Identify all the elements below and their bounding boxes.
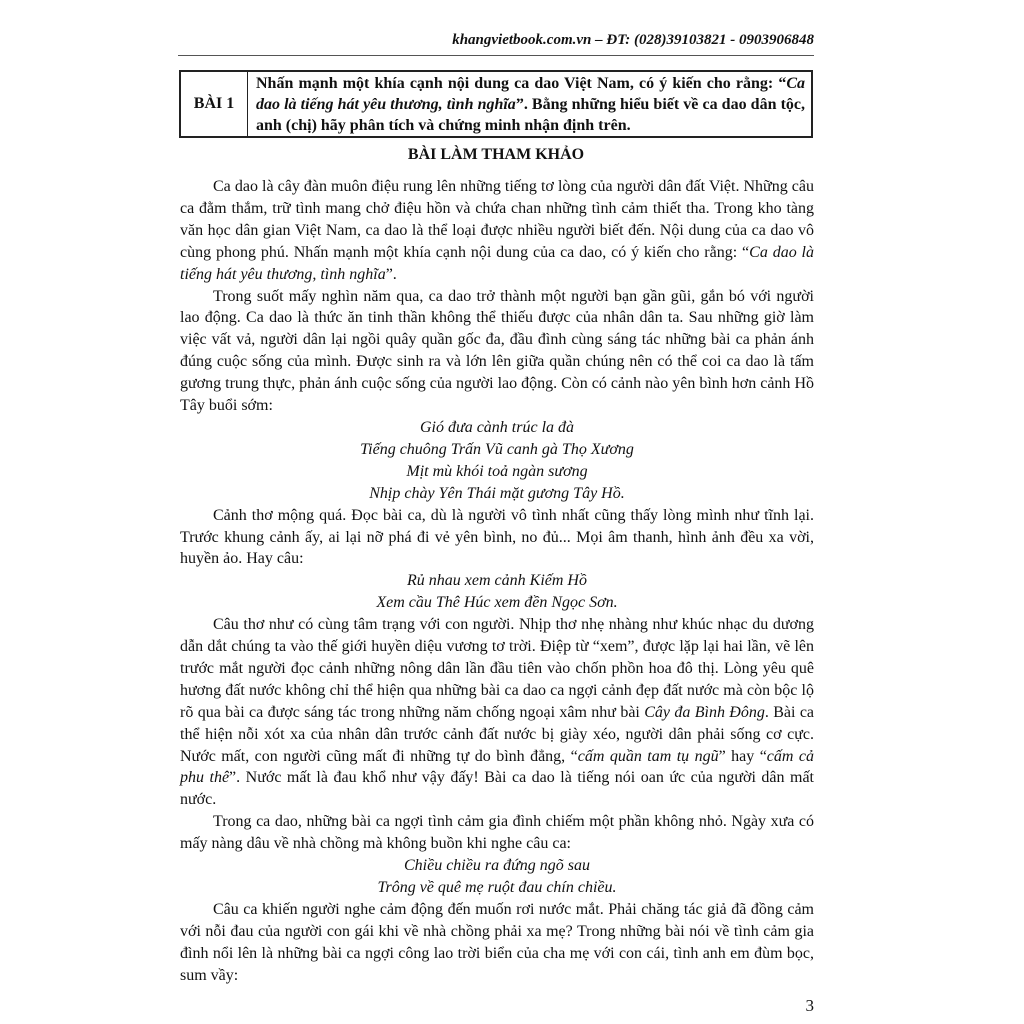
header-divider (178, 55, 814, 56)
verse-line: Trông về quê mẹ ruột đau chín chiều. (377, 879, 617, 896)
paragraph-5: Trong ca dao, những bài ca ngợi tình cảm gia đình chiếm một phần không nhỏ. Ngày xưa có mấy nàng dâu về nhà chồng mà không buồn khi nghe câu ca: (180, 813, 814, 853)
verse-line: Mịt mù khói toả ngàn sương (406, 462, 588, 480)
paragraph-6: Câu ca khiến người nghe cảm động đến muốn rơi nước mắt. Phải chăng tác giả đã đồng cảm với nỗi đau của người con gái khi về nhà chồng phải xa mẹ? Trong những bài nói về tình cảm gia đình nổi lên là những bài ca ngợi công lao trời biển của cha mẹ với con cái, tình anh em đùm bọc, sum vầy: (180, 900, 814, 984)
paragraph-4-quote-2: cấm cả phu thê (180, 747, 814, 787)
task-label: BÀI 1 (181, 72, 248, 136)
paragraph-4-end: ”. Nước mất là đau khổ như vậy đấy! Bài ca dao là tiếng nói oan ức của người dân mất nước. (180, 769, 814, 809)
task-prompt (248, 72, 811, 136)
page-number: 3 (805, 996, 814, 1015)
verse-line: Nhịp chày Yên Thái mặt gương Tây Hồ. (369, 484, 625, 502)
paragraph-1-quote: Ca dao là tiếng hát yêu thương, tình nghĩa (180, 243, 814, 283)
verse-line: Gió đưa cành trúc la đà (419, 418, 575, 436)
paragraph-1-text: Ca dao là cây đàn muôn điệu rung lên những tiếng tơ lòng của người dân đất Việt. Những câu ca đằm thắm, trữ tình mang chở điệu hồn và chứa chan những tình cảm thiết tha. Trong kho tàng văn học dân gian Việt Nam, ca dao là thể loại được nhiều người biết đến. Nội dung của ca dao vô cùng phong phú. Nhấn mạnh một khía cạnh nội dung của ca dao, có ý kiến cho rằng: “ (180, 178, 814, 261)
essay-title: BÀI LÀM THAM KHẢO (407, 146, 585, 163)
task-text-end: ”. Bằng những hiểu biết về ca dao dân tộc, anh (chị) hãy phân tích và chứng minh nhận định trên. (256, 96, 806, 134)
task-text-start: Nhấn mạnh một khía cạnh nội dung ca dao Việt Nam, có ý kiến cho rằng: “ (256, 75, 787, 92)
essay-body (180, 176, 814, 987)
task-quote: Ca dao là tiếng hát yêu thương, tình nghĩa (256, 75, 805, 113)
verse-line: Chiều chiều ra đứng ngõ sau (403, 857, 591, 875)
verse-line: Xem cầu Thê Húc xem đền Ngọc Sơn. (376, 594, 618, 612)
verse-line: Tiếng chuông Trấn Vũ canh gà Thọ Xương (360, 440, 634, 458)
verse-line: Rủ nhau xem cảnh Kiếm Hồ (407, 572, 587, 590)
paragraph-3: Cảnh thơ mộng quá. Đọc bài ca, dù là người vô tình nhất cũng thấy lòng mình như tĩnh lại. Trước khung cảnh ấy, ai lại nỡ phá đi vẻ yên bình, no đủ... Mọi âm thanh, hình ảnh đều xa vời, huyền ảo. Hay câu: (180, 506, 814, 568)
page-header: khangvietbook.com.vn – ĐT: (028)39103821 - 0903906848 (452, 32, 814, 48)
paragraph-4-text-3: ” hay “ (718, 747, 767, 765)
paragraph-1-end: ”. (385, 265, 397, 283)
paragraph-1 (180, 176, 814, 286)
paragraph-4-text-2: . Bài ca thể hiện nỗi xót xa của nhân dân trước cảnh đất nước bị giày xéo, người dân phải sống cơ cực. Nước mất, con người cũng mất đi những tự do bình đẳng, “ (180, 703, 815, 765)
paragraph-4-quote-1: cấm quần tam tụ ngũ (577, 747, 719, 765)
poem-title: Cây đa Bình Đông (644, 703, 765, 721)
paragraph-2: Trong suốt mấy nghìn năm qua, ca dao trở thành một người bạn gần gũi, gắn bó với người lao động. Ca dao là thức ăn tinh thần không thể thiếu được của nhân dân ta. Sau những giờ làm việc vất vả, người dân lại ngồi quây quần gốc đa, đầu đình cùng sáng tác những bài ca phản ánh đúng cuộc sống của mình. Được sinh ra và lớn lên giữa quần chúng nên có thể coi ca dao là tấm gương trung thực, phản ánh cuộc sống của người lao động. Còn có cảnh nào yên bình hơn cảnh Hồ Tây buổi sớm: (180, 287, 814, 415)
task-box (179, 70, 813, 138)
paragraph-4-text: Câu thơ như có cùng tâm trạng với con người. Nhịp thơ nhẹ nhàng như khúc nhạc du dương dẫn dắt chúng ta vào thế giới huyền diệu vương tơ trời. Điệp từ “xem”, được lặp lại hai lần, vẽ lên trước mắt người đọc cảnh những nông dân lần đầu tiên vào chốn phồn hoa đô thị. Lòng yêu quê hương đất nước không chỉ thể hiện qua những bài ca dao ca ngợi cảnh đẹp đất nước mà còn bộc lộ rõ qua bài ca được sáng tác trong những năm chống ngoại xâm như bài (180, 616, 814, 721)
paragraph-4 (180, 614, 814, 811)
